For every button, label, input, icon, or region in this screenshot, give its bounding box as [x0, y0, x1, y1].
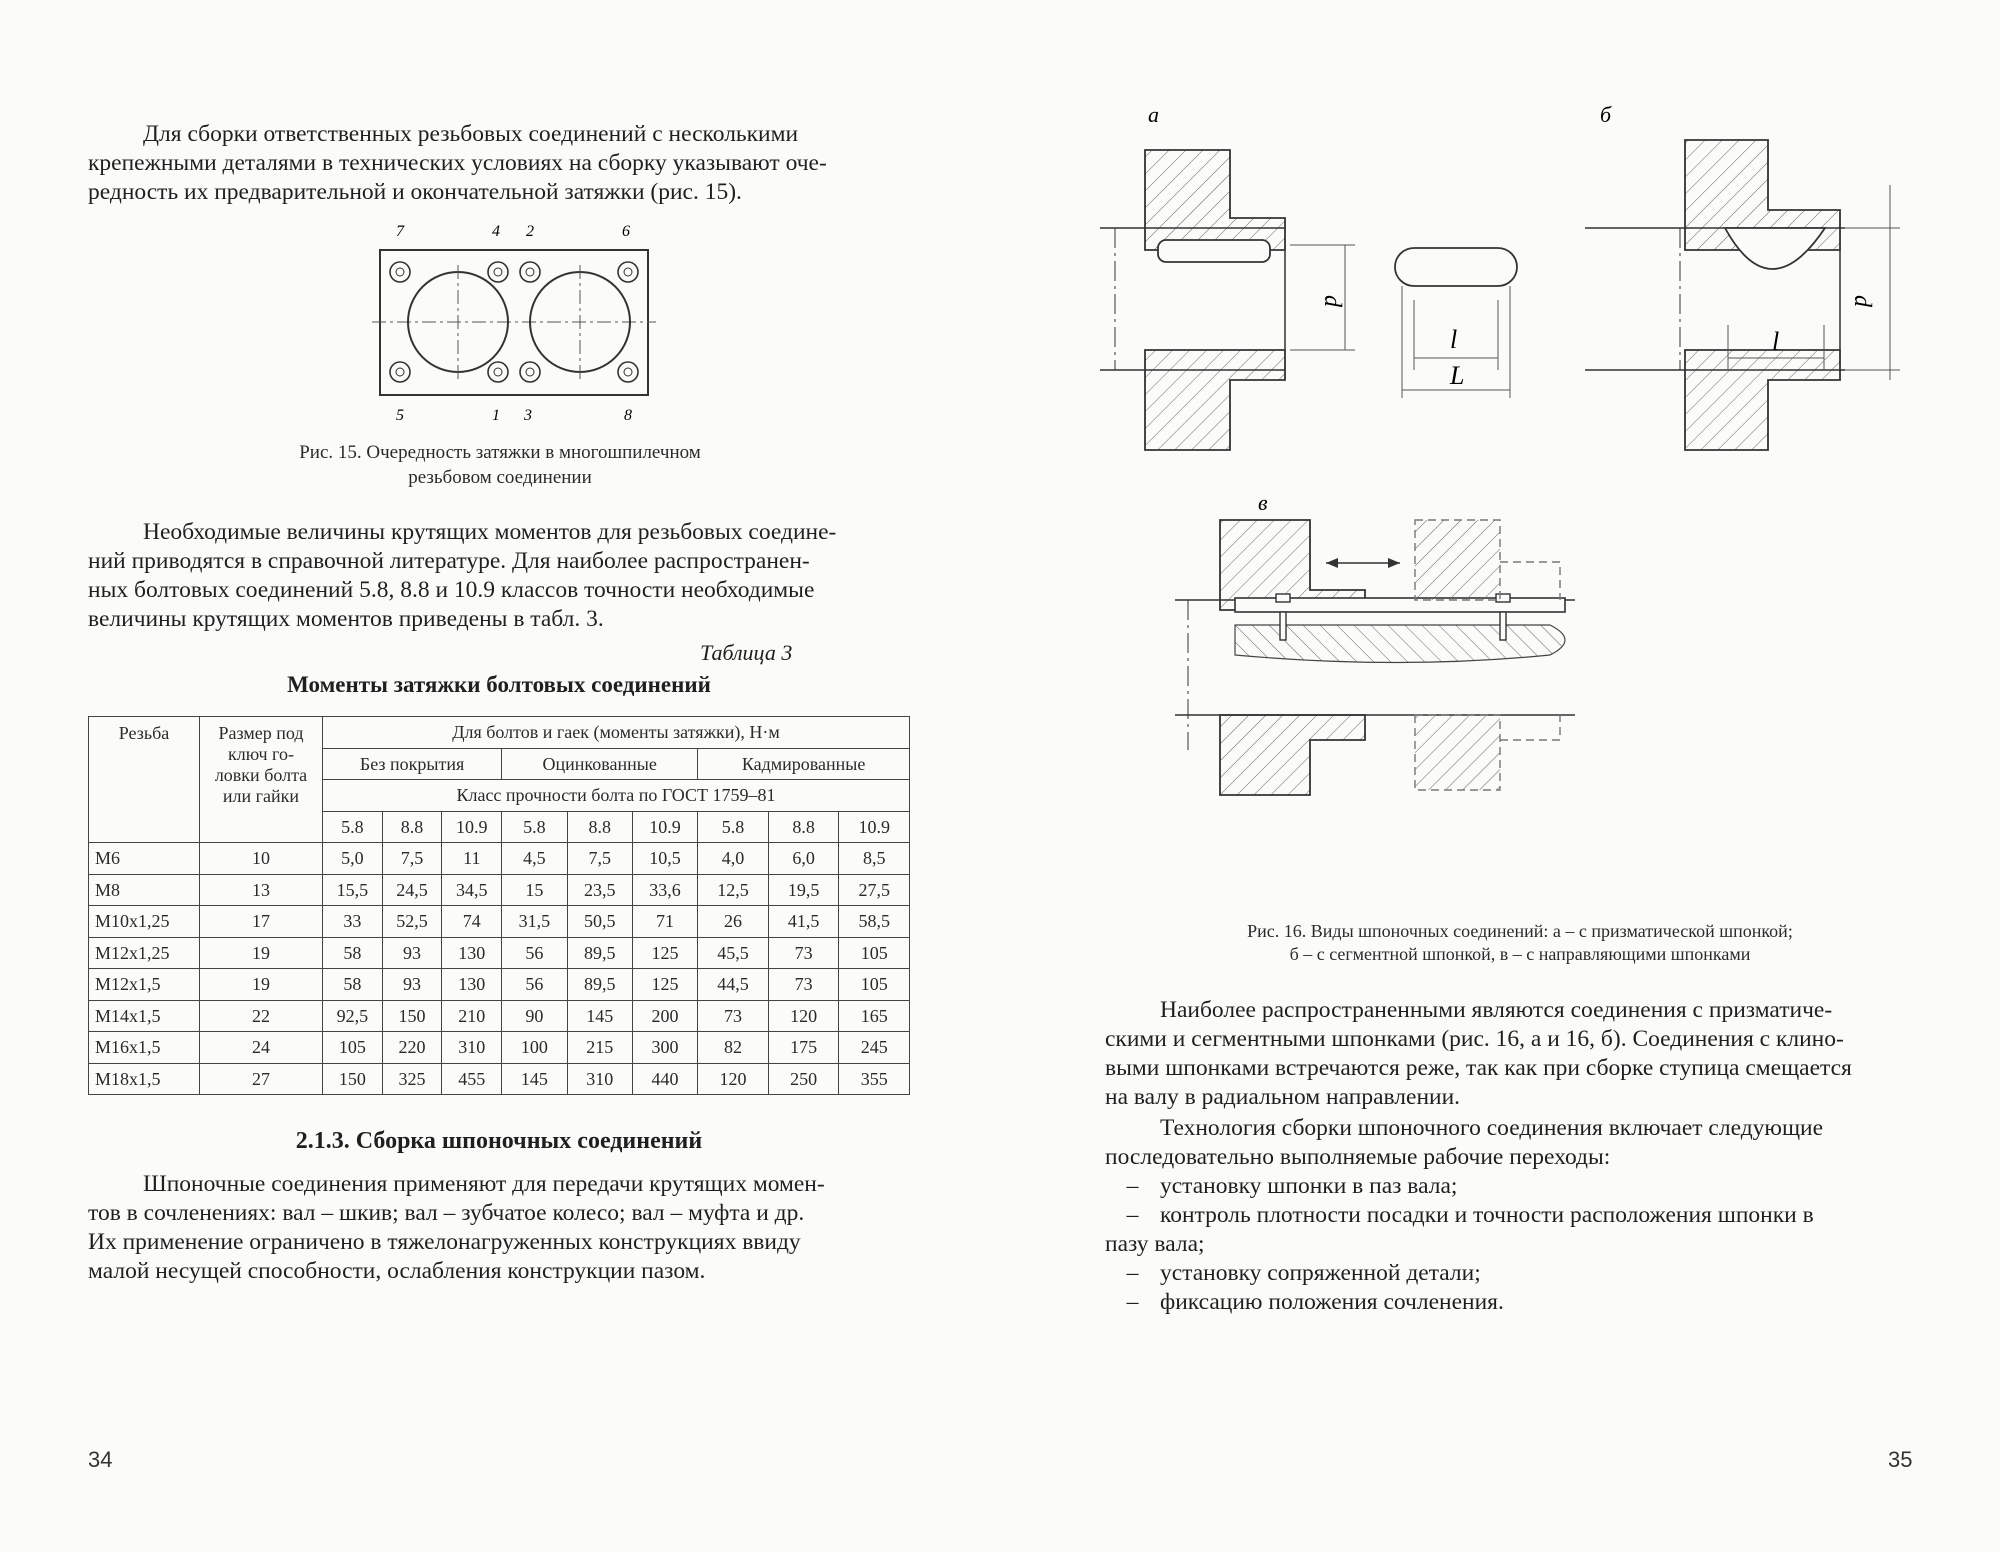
caption-line: резьбовом соединении: [408, 467, 592, 488]
table-cell: 23,5: [567, 874, 632, 906]
table-cell: 19: [200, 969, 323, 1001]
table-title: Моменты затяжки болтовых соединений: [287, 672, 711, 697]
table-cell: М8: [89, 874, 200, 906]
caption-line: Рис. 15. Очередность затяжки в многошпилечном: [299, 442, 701, 463]
table-cell: 4,0: [698, 843, 769, 875]
text-line: последовательно выполняемые рабочие переходы:: [1105, 1144, 1611, 1170]
table-row: [89, 874, 910, 906]
table-cell: 73: [698, 1000, 769, 1032]
text-line: Для сборки ответственных резьбовых соединений с несколькими: [143, 121, 799, 147]
table-cell: 22: [200, 1000, 323, 1032]
table-cell: 31,5: [502, 906, 567, 938]
table-cell: 45,5: [698, 937, 769, 969]
nut-5: [390, 362, 410, 382]
fig16-key-joints: [1100, 100, 1930, 900]
table-cell: 245: [839, 1032, 910, 1064]
view-b-segment-key: [1585, 140, 1900, 450]
table-cell: 105: [839, 937, 910, 969]
table-cell: 52,5: [382, 906, 442, 938]
section-title: 2.1.3. Сборка шпоночных соединений: [295, 1128, 703, 1154]
header-coating: Без покрытия: [323, 748, 502, 780]
caption-line: Рис. 16. Виды шпоночных соединений: а – с призматической шпонкой;: [1247, 921, 1793, 941]
header-torque-group: Для болтов и гаек (моменты затяжки), Н·м: [323, 717, 910, 749]
text-line: на валу в радиальном направлении.: [1105, 1084, 1461, 1110]
fig15-label-bottom-1: 1: [492, 407, 500, 424]
caption-line: б – с сегментной шпонкой, в – с направляющими шпонками: [1289, 944, 1751, 964]
text-line: редность их предварительной и окончательной затяжки (рис. 15).: [88, 179, 742, 205]
header-line: ключ го-: [228, 744, 294, 764]
fig15-label-top-4: 4: [492, 223, 500, 240]
table-cell: 15: [502, 874, 567, 906]
header-line: или гайки: [222, 786, 300, 806]
header-line: Размер под: [218, 723, 304, 743]
text-line: крепежными деталями в технических условиях на сборку указывают оче-: [88, 150, 827, 176]
table-cell: 125: [632, 969, 697, 1001]
list-item-text: установку шпонки в паз вала;: [1160, 1173, 1458, 1199]
fig15-caption: [200, 440, 800, 490]
table-cell: 10,5: [632, 843, 697, 875]
table-cell: 5,0: [323, 843, 383, 875]
table-cell: 15,5: [323, 874, 383, 906]
header-grade: 10.9: [442, 811, 502, 843]
table-cell: 210: [442, 1000, 502, 1032]
table-cell: 93: [382, 969, 442, 1001]
header-coating: Кадмированные: [698, 748, 910, 780]
header-grade: 8.8: [382, 811, 442, 843]
nut-7: [390, 262, 410, 282]
fig15-bolt-pattern: [370, 220, 670, 430]
fig15-label-bottom-3: 3: [524, 407, 532, 424]
table-cell: 27,5: [839, 874, 910, 906]
list-item: – фиксацию положения сочленения.: [1126, 1289, 1504, 1315]
text-line: Шпоночные соединения применяют для передачи крутящих момен-: [143, 1171, 825, 1197]
text-line: ных болтовых соединений 5.8, 8.8 и 10.9 классов точности необходимые: [88, 577, 815, 603]
header-grade: 8.8: [567, 811, 632, 843]
table-row: [89, 1032, 910, 1064]
table-cell: 10: [200, 843, 323, 875]
table-cell: 250: [768, 1063, 839, 1095]
table-cell: 33: [323, 906, 383, 938]
table-cell: 120: [698, 1063, 769, 1095]
nut-2: [520, 262, 540, 282]
table-cell: 58,5: [839, 906, 910, 938]
fig15-label-top-7: 7: [396, 223, 404, 240]
nut-3: [520, 362, 540, 382]
table-cell: М10х1,25: [89, 906, 200, 938]
table-row: [89, 906, 910, 938]
table-cell: 56: [502, 969, 567, 1001]
header-coating: Оцинкованные: [502, 748, 698, 780]
list-item: – установку шпонки в паз вала;: [1126, 1173, 1458, 1199]
table-cell: 19: [200, 937, 323, 969]
text-line: Необходимые величины крутящих моментов для резьбовых соедине-: [143, 519, 837, 545]
table-cell: 165: [839, 1000, 910, 1032]
table-cell: 24: [200, 1032, 323, 1064]
table-cell: 200: [632, 1000, 697, 1032]
key-plan-view: [1395, 248, 1517, 398]
table-row: [89, 937, 910, 969]
list-item: – контроль плотности посадки и точности расположения шпонки в: [1126, 1202, 1814, 1228]
header-strength-class: Класс прочности болта по ГОСТ 1759–81: [323, 780, 910, 812]
table-cell: 300: [632, 1032, 697, 1064]
dim-label-d-a: d: [1319, 295, 1345, 307]
table-cell: 325: [382, 1063, 442, 1095]
table-cell: 89,5: [567, 937, 632, 969]
dim-label-l-b: l: [1772, 327, 1780, 356]
table-cell: 105: [839, 969, 910, 1001]
table-cell: 175: [768, 1032, 839, 1064]
header-line: ловки болта: [214, 765, 308, 785]
table-cell: 150: [382, 1000, 442, 1032]
fig15-label-bottom-8: 8: [624, 407, 632, 424]
table-cell: 130: [442, 937, 502, 969]
table-cell: 11: [442, 843, 502, 875]
table-cell: 455: [442, 1063, 502, 1095]
table-row: [89, 969, 910, 1001]
table-cell: М12х1,25: [89, 937, 200, 969]
table-cell: М16х1,5: [89, 1032, 200, 1064]
table-cell: 6,0: [768, 843, 839, 875]
table-cell: 74: [442, 906, 502, 938]
nut-8: [618, 362, 638, 382]
nut-4: [488, 262, 508, 282]
table-cell: 26: [698, 906, 769, 938]
table-cell: М18х1,5: [89, 1063, 200, 1095]
table-cell: 150: [323, 1063, 383, 1095]
list-item-text: установку сопряженной детали;: [1160, 1260, 1481, 1286]
dim-label-l-key: l: [1450, 325, 1458, 354]
table-cell: 89,5: [567, 969, 632, 1001]
text-line: выми шпонками встречаются реже, так как при сборке ступица смещается: [1105, 1055, 1852, 1081]
header-thread: Резьба: [89, 717, 200, 843]
paragraph-assembly-order: [88, 120, 910, 207]
table-cell: 24,5: [382, 874, 442, 906]
table-cell: 92,5: [323, 1000, 383, 1032]
table-cell: 50,5: [567, 906, 632, 938]
table-cell: 44,5: [698, 969, 769, 1001]
list-item-text: фиксацию положения сочленения.: [1160, 1289, 1504, 1315]
header-grade: 8.8: [768, 811, 839, 843]
table-cell: 100: [502, 1032, 567, 1064]
assembly-steps-list: [1105, 1172, 1932, 1317]
paragraph-assembly-technology: [1105, 1114, 1932, 1172]
table-cell: 58: [323, 969, 383, 1001]
table-cell: 73: [768, 937, 839, 969]
table-cell: 355: [839, 1063, 910, 1095]
list-item: – установку сопряженной детали;: [1126, 1260, 1481, 1286]
table-cell: 56: [502, 937, 567, 969]
table-cell: 41,5: [768, 906, 839, 938]
table-cell: 4,5: [502, 843, 567, 875]
table-cell: 71: [632, 906, 697, 938]
table-cell: 34,5: [442, 874, 502, 906]
dim-label-L-key: L: [1450, 361, 1465, 390]
table-cell: М6: [89, 843, 200, 875]
paragraph-torque-reference: [88, 518, 910, 634]
header-grade: 5.8: [502, 811, 567, 843]
table-cell: 130: [442, 969, 502, 1001]
header-grade: 5.8: [698, 811, 769, 843]
view-v-guide-keys: [1175, 520, 1575, 795]
text-line: тов в сочленениях: вал – шкив; вал – зубчатое колесо; вал – муфта и др.: [88, 1200, 805, 1226]
nut-1: [488, 362, 508, 382]
header-grade: 5.8: [323, 811, 383, 843]
text-line: ний приводятся в справочной литературе. Для наиболее распространен-: [88, 548, 810, 574]
fig15-label-bottom-5: 5: [396, 407, 404, 424]
fig15-label-top-6: 6: [622, 223, 630, 240]
table-cell: 17: [200, 906, 323, 938]
table-cell: 58: [323, 937, 383, 969]
table-cell: 7,5: [382, 843, 442, 875]
table-cell: 33,6: [632, 874, 697, 906]
nut-6: [618, 262, 638, 282]
text-line: Их применение ограничено в тяжелонагруженных конструкциях ввиду: [88, 1229, 801, 1255]
list-item-text: контроль плотности посадки и точности расположения шпонки в: [1160, 1202, 1814, 1228]
header-grade: 10.9: [632, 811, 697, 843]
view-a-prismatic-key: [1100, 150, 1355, 450]
text-line: малой несущей способности, ослабления конструкции пазом.: [88, 1258, 706, 1284]
table-cell: 82: [698, 1032, 769, 1064]
fig16-caption: [1160, 920, 1880, 966]
page-number: 34: [88, 1447, 113, 1472]
page-number: 35: [1888, 1447, 1913, 1472]
header-wrench-size: [200, 717, 323, 843]
table-cell: 145: [567, 1000, 632, 1032]
right-page: [1000, 0, 2000, 1552]
table-cell: 93: [382, 937, 442, 969]
table-cell: 12,5: [698, 874, 769, 906]
paragraph-common-keys: [1105, 996, 1932, 1112]
table-cell: 120: [768, 1000, 839, 1032]
table-cell: 145: [502, 1063, 567, 1095]
table-row: [89, 1000, 910, 1032]
table-cell: 73: [768, 969, 839, 1001]
table-label: Таблица 3: [700, 640, 793, 665]
table-cell: 310: [567, 1063, 632, 1095]
table-cell: 19,5: [768, 874, 839, 906]
header-grade: 10.9: [839, 811, 910, 843]
fig15-label-top-2: 2: [526, 223, 534, 240]
table-cell: 90: [502, 1000, 567, 1032]
table-cell: М12х1,5: [89, 969, 200, 1001]
table-cell: М14х1,5: [89, 1000, 200, 1032]
table-cell: 27: [200, 1063, 323, 1095]
fig16-label-b: б: [1600, 102, 1612, 127]
list-item-continuation: пазу вала;: [1105, 1231, 1205, 1257]
fig16-label-v: в: [1258, 490, 1268, 515]
table-cell: 105: [323, 1032, 383, 1064]
table-cell: 220: [382, 1032, 442, 1064]
table-cell: 215: [567, 1032, 632, 1064]
table-cell: 125: [632, 937, 697, 969]
text-line: скими и сегментными шпонками (рис. 16, а и 16, б). Соединения с клино-: [1105, 1026, 1844, 1052]
table-cell: 7,5: [567, 843, 632, 875]
table-cell: 13: [200, 874, 323, 906]
table-cell: 440: [632, 1063, 697, 1095]
table-cell: 310: [442, 1032, 502, 1064]
table-header-row: [89, 717, 910, 749]
dim-label-d-b: d: [1849, 295, 1875, 307]
table-row: [89, 843, 910, 875]
paragraph-key-joints: [88, 1170, 910, 1286]
fig16-label-a: а: [1148, 102, 1159, 127]
text-line: Технология сборки шпоночного соединения включает следующие: [1160, 1115, 1824, 1141]
text-line: величины крутящих моментов приведены в табл. 3.: [88, 606, 604, 632]
text-line: Наиболее распространенными являются соединения с призматиче-: [1160, 997, 1833, 1023]
table-cell: 8,5: [839, 843, 910, 875]
table-row: [89, 1063, 910, 1095]
torque-table: [88, 716, 910, 1095]
